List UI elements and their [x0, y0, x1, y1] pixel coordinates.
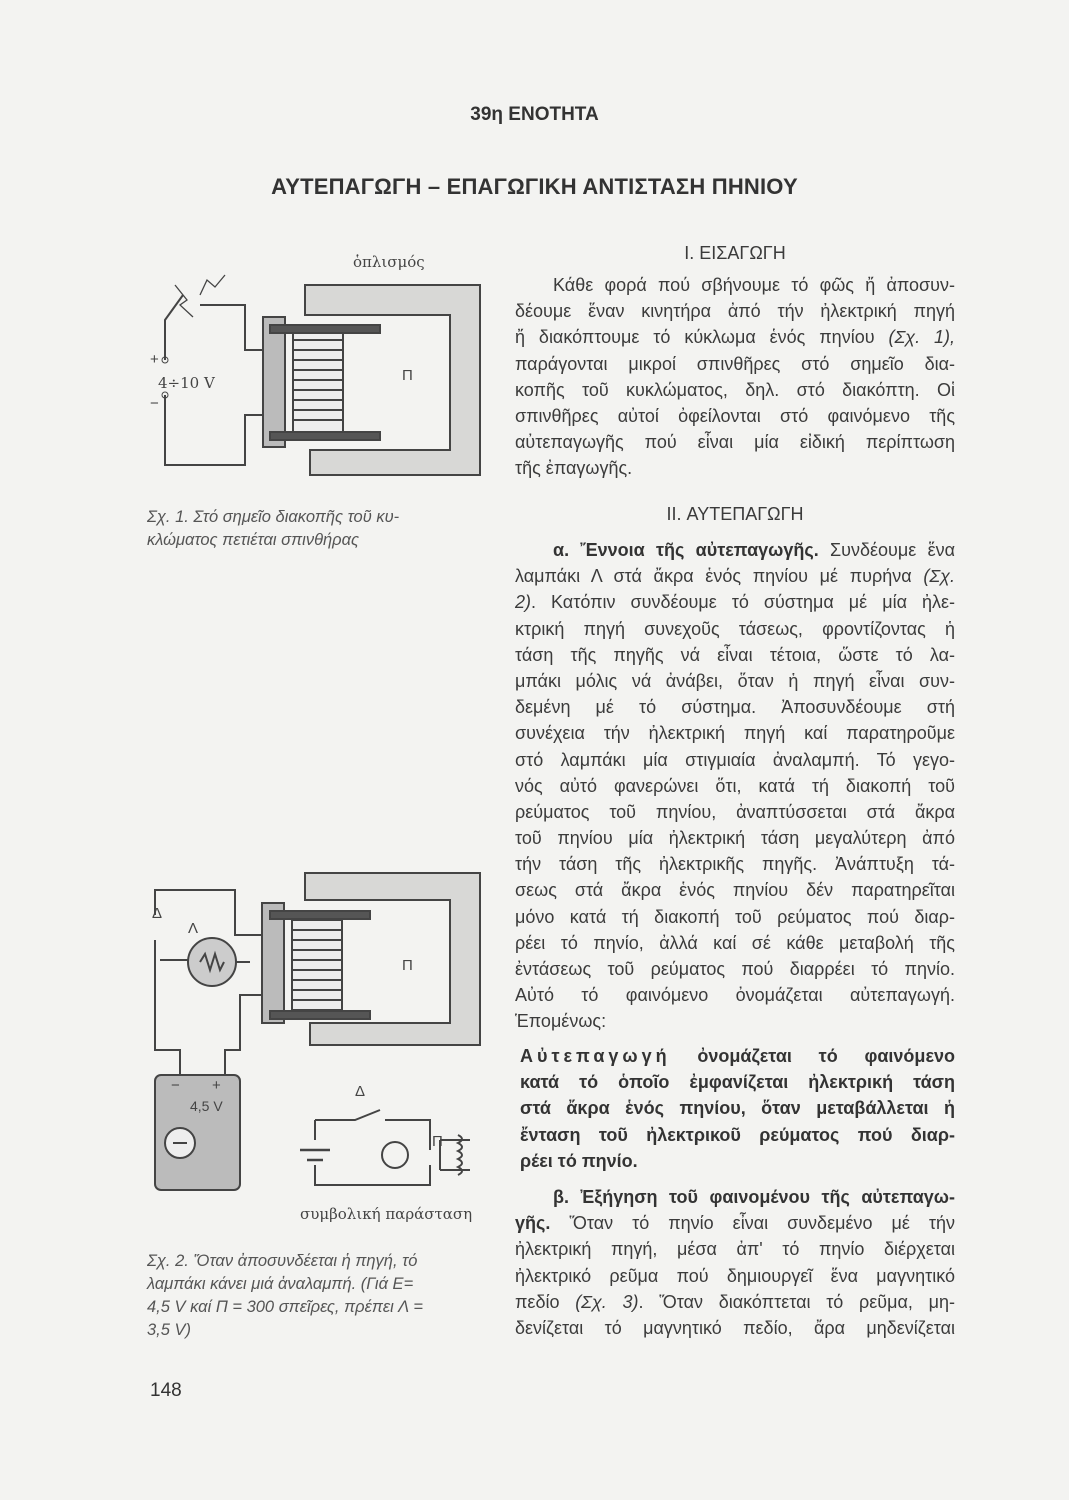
- symbolic-switch-label: Δ: [355, 1083, 366, 1100]
- text-line: ἠλεκτρικό ρεῦμα πού δημιουργεῖ ἕνα μαγνητικό: [515, 1265, 955, 1286]
- text-line: δεμένη μέ τό σύστημα. Ἀποσυνδέουμε στή: [515, 697, 955, 718]
- text-segment: πεδίο: [515, 1291, 576, 1312]
- text-line: [520, 1043, 955, 1069]
- text-line: μπάκι μόλις νά ἀνάβει, ὅταν ἡ πηγή εἶναι συν-: [515, 670, 955, 691]
- minus-label: −: [150, 395, 159, 412]
- text-line: τῆς ἐπαγωγῆς.: [515, 458, 633, 479]
- voltage-label: 4÷10 V: [158, 374, 215, 392]
- text-line: τοῦ πηνίου μία ἠλεκτρική τάση μεγαλύτερη ἀπό: [515, 828, 955, 849]
- unit-heading: 39η ΕΝΟΤΗΤΑ: [470, 104, 599, 125]
- text-line: 4,5 V καί Π = 300 σπεῖρες, πρέπει Λ =: [147, 1298, 424, 1316]
- text-line: κλώματος πετιέται σπινθήρας: [147, 531, 360, 549]
- text-line: στό λαμπάκι μία στιγμιαία ἀναλαμπή. Τό γεγο-: [515, 749, 955, 770]
- emphasis-segment: γῆς.: [515, 1213, 551, 1234]
- page-title: ΑΥΤΕΠΑΓΩΓΗ – ΕΠΑΓΩΓΙΚΗ ΑΝΤΙΣΤΑΣΗ ΠΗΝΙΟΥ: [271, 174, 798, 199]
- explanation-paragraph: [515, 1184, 955, 1341]
- text-line: [515, 537, 955, 563]
- emphasis-segment: ρέει τό πηνίο.: [520, 1150, 638, 1171]
- text-line: [515, 1289, 955, 1315]
- battery-minus: −: [171, 1077, 180, 1094]
- text-line: συνέχεια τήν ἠλεκτρική πηγή καί παρατηροῦμε: [515, 723, 955, 744]
- emphasis-segment: Αὐτεπαγωγή: [520, 1046, 671, 1066]
- intro-heading: I. ΕΙΣΑΓΩΓΗ: [684, 243, 786, 263]
- emphasis-segment: (Σχ. 1),: [888, 327, 955, 348]
- text-line: δέουμε ἕναν κινητήρα ἀπό τήν ἠλεκτρική πηγή: [515, 301, 955, 322]
- text-line: [520, 1095, 955, 1121]
- text-line: αὐτεπαγωγῆς πού εἶναι μία εἰδική περίπτωση: [515, 432, 955, 453]
- text-line: [520, 1122, 955, 1148]
- battery-voltage: 4,5 V: [190, 1098, 223, 1114]
- emphasis-segment: (Σχ.: [923, 566, 955, 587]
- symbolic-coil-label: Π: [432, 1133, 443, 1150]
- text-segment: λαμπάκι Λ στά ἄκρα ἑνός πηνίου μέ πυρήνα: [515, 566, 924, 587]
- battery-plus: +: [212, 1077, 221, 1094]
- coil-label: Π: [402, 367, 413, 384]
- emphasis-segment: (Σχ. 3): [575, 1291, 639, 1312]
- text-line: Κάθε φορά πού σβήνουμε τό φῶς ἤ ἀποσυν-: [553, 275, 955, 295]
- text-line: ἠλεκτρική πηγή, μέσα ἀπ' τό πηνίο διέρχεται: [515, 1239, 955, 1260]
- text-line: Σχ. 2. Ὅταν ἀποσυνδέεται ἡ πηγή, τό: [147, 1252, 418, 1270]
- plus-label: +: [150, 351, 159, 368]
- text-segment: ἤ διακόπτουμε τό κύκλωμα ἑνός πηνίου: [515, 327, 889, 348]
- text-line: τήν τάση τῆς ἠλεκτρικῆς πηγῆς. Ἀνάπτυξη τά-: [515, 854, 955, 875]
- text-line: λαμπάκι κάνει μιά ἀναλαμπή. (Γιά Ε=: [147, 1275, 414, 1293]
- definition-paragraph: [520, 1043, 955, 1174]
- text-line: [515, 563, 955, 589]
- text-line: ἐντάσεως τοῦ ρεύματος πού διαρρέει τό πηνίο.: [515, 959, 955, 979]
- text-line: Ἑπομένως:: [515, 1011, 607, 1032]
- symbolic-label: συμβολική παράσταση: [300, 1205, 473, 1223]
- text-line: δενίζεται τό μαγνητικό πεδίο, ἄρα μηδενίζεται: [515, 1317, 955, 1338]
- text-segment: Συνδέουμε ἕνα: [818, 540, 956, 560]
- switch-label: Δ: [152, 905, 163, 922]
- text-line: παράγονται μικροί σπινθῆρες στό σημεῖο δια-: [515, 353, 955, 374]
- emphasis-segment: α. Ἔννοια τῆς αὐτεπαγωγῆς.: [553, 540, 819, 560]
- text-segment: Ὅταν τό πηνίο εἶναι συνδεμένο μέ τήν: [550, 1213, 955, 1234]
- text-line: [515, 324, 955, 350]
- text-line: κοπῆς τοῦ κυκλώματος, δηλ. στό διακόπτη. Οἱ: [515, 379, 955, 400]
- text-line: [515, 1210, 955, 1236]
- text-line: κτρική πηγή συνεχοῦς τάσεως, φροντίζοντας ἡ: [515, 618, 955, 639]
- text-segment: . Κατόπιν συνδέουμε τό σύστημα μέ μία ἠλε-: [531, 592, 955, 613]
- emphasis-segment: κατά τό ὁποῖο ἐμφανίζεται ἠλεκτρική τάση: [520, 1072, 955, 1093]
- figure-1-caption: [147, 506, 477, 552]
- text-line: [520, 1069, 955, 1095]
- intro-paragraph: [515, 272, 955, 482]
- text-line: μόνο κατά τή διακοπή τοῦ ρεύματος πού διαρ-: [515, 906, 955, 927]
- text-line: τάση τῆς πηγῆς νά εἶναι τέτοια, ὥστε τό λα-: [515, 644, 955, 665]
- text-line: ρεύματος τοῦ πηνίου, ἀναπτύσσεται στά ἄκρα: [515, 801, 955, 822]
- section2-heading: II. ΑΥΤΕΠΑΓΩΓΗ: [666, 504, 804, 524]
- text-line: Σχ. 1. Στό σημεῖο διακοπῆς τοῦ κυ-: [147, 508, 400, 526]
- emphasis-segment: β. Ἐξήγηση τοῦ φαινομένου τῆς αὐτεπαγω-: [553, 1187, 955, 1207]
- text-line: σεως στά ἄκρα ἑνός πηνίου δέν παρατηρεῖται: [515, 880, 955, 901]
- coil-label-2: Π: [402, 957, 413, 974]
- text-segment: . Ὅταν διακόπτεται τό ρεῦμα, μη-: [638, 1291, 955, 1312]
- text-line: [515, 589, 955, 615]
- text-line: σπινθῆρες αὐτοί ὀφείλονται στό φαινόμενο τῆς: [515, 405, 955, 426]
- page-number: 148: [150, 1380, 182, 1401]
- figure-2-caption: [147, 1250, 477, 1342]
- lamp-label: Λ: [188, 920, 199, 937]
- text-line: Αὐτό τό φαινόμενο ὀνομάζεται αὐτεπαγωγή.: [515, 985, 955, 1006]
- text-line: νός αὐτό φανερώνει ὅτι, κατά τή διακοπή τοῦ: [515, 775, 955, 796]
- armature-label: ὁπλισμός: [353, 253, 425, 271]
- text-line: [515, 1184, 955, 1210]
- emphasis-segment: 2): [515, 592, 532, 613]
- concept-paragraph: [515, 537, 955, 1035]
- text-line: 3,5 V): [147, 1321, 192, 1339]
- text-line: [520, 1148, 955, 1174]
- emphasis-segment: ἔνταση τοῦ ἠλεκτρικοῦ ρεύματος πού διαρ-: [520, 1124, 955, 1145]
- emphasis-segment: ὀνομάζεται τό φαινόμενο: [670, 1046, 955, 1066]
- emphasis-segment: στά ἄκρα ἑνός πηνίου, ὅταν μεταβάλλεται ἡ: [520, 1098, 955, 1119]
- text-line: ρέει τό πηνίο, ἀλλά καί σέ κάθε μεταβολή τῆς: [515, 932, 955, 953]
